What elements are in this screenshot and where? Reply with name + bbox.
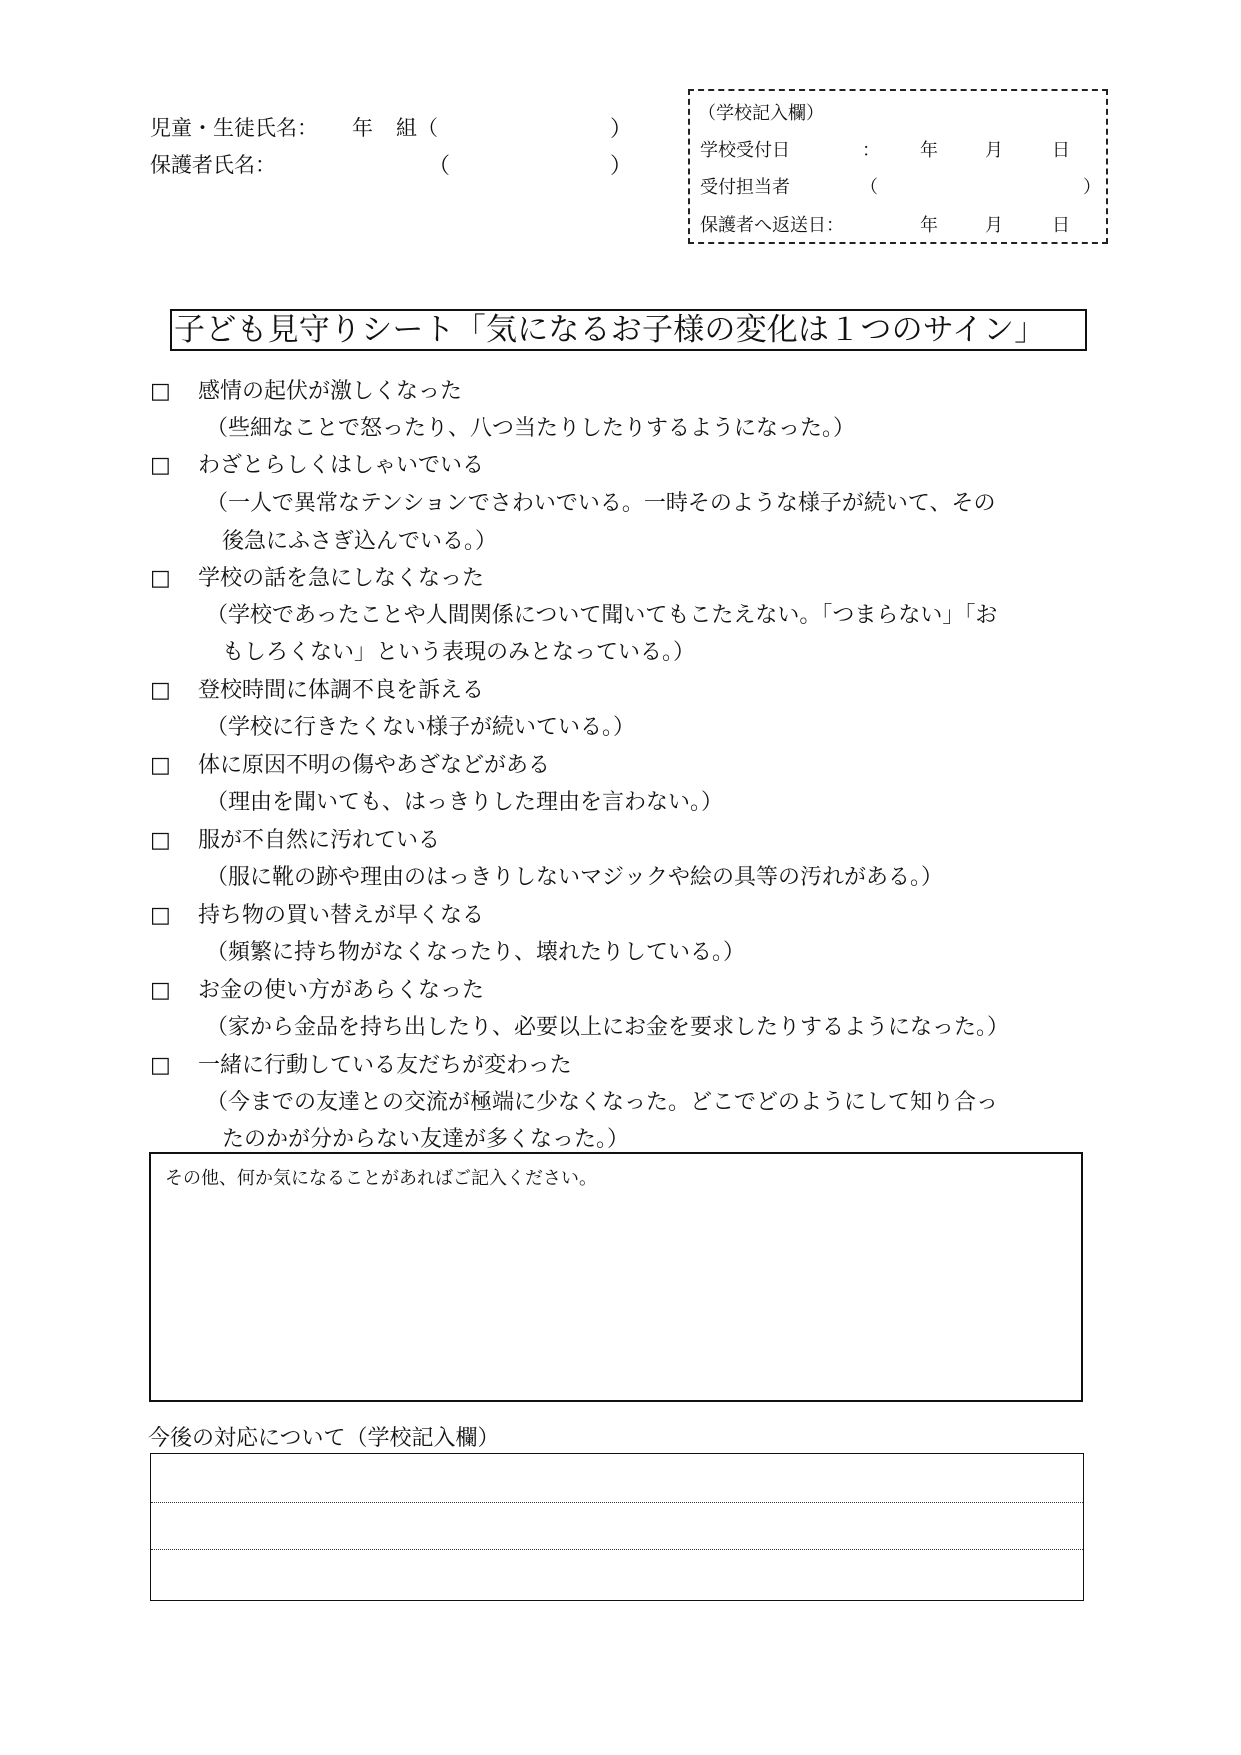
return-month: 月 (985, 215, 1003, 236)
check-item[interactable] (150, 973, 484, 1004)
return-date-label: 保護者へ返送日： (700, 215, 844, 236)
guardian-open-paren: （ (428, 154, 451, 179)
check-item-detail: （服に靴の跡や理由のはっきりしないマジックや絵の具等の汚れがある。） (206, 865, 944, 890)
checkbox[interactable]: □ (150, 828, 171, 853)
check-item-detail: たのかが分からない友達が多くなった。） (222, 1127, 630, 1152)
checkbox[interactable]: □ (150, 1053, 171, 1078)
followup-box[interactable] (150, 1453, 1084, 1601)
followup-heading: 今後の対応について（学校記入欄） (148, 1426, 500, 1451)
check-item-label: 持ち物の買い替えが早くなる (198, 903, 485, 928)
class-label: 組（ (396, 116, 438, 140)
received-year: 年 (920, 140, 938, 161)
check-item-label: 感情の起伏が激しくなった (198, 379, 463, 404)
student-close-paren: ） (610, 117, 633, 142)
checkbox[interactable]: □ (150, 978, 171, 1003)
sheet-title: 子ども見守りシート「気になるお子様の変化は１つのサイン」 (170, 309, 1087, 351)
student-name-label: 児童・生徒氏名： (150, 116, 318, 140)
check-item-detail: （学校に行きたくない様子が続いている。） (206, 715, 636, 740)
check-item-label: お金の使い方があらくなった (198, 978, 485, 1003)
checkbox[interactable]: □ (150, 379, 171, 404)
other-concerns-label: その他、何か気になることがあればご記入ください。 (165, 1168, 597, 1189)
check-item-label: 体に原因不明の傷やあざなどがある (198, 753, 551, 778)
guardian-name-label: 保護者氏名： (150, 153, 276, 177)
check-item-detail: （些細なことで怒ったり、八つ当たりしたりするようになった。） (206, 416, 856, 441)
check-item[interactable] (150, 374, 462, 405)
check-item-detail: （理由を聞いても、はっきりした理由を言わない。） (206, 790, 724, 815)
check-item-detail: （学校であったことや人間関係について聞いてもこたえない。「つまらない」「お (206, 603, 998, 628)
check-item[interactable] (150, 561, 484, 592)
return-day: 日 (1052, 215, 1070, 236)
received-month: 月 (985, 140, 1003, 161)
other-concerns-box[interactable] (149, 1152, 1083, 1402)
received-date-label: 学校受付日 (700, 140, 790, 161)
check-item-label: わざとらしくはしゃいでいる (198, 453, 485, 478)
followup-rule (151, 1502, 1083, 1503)
return-year: 年 (920, 215, 938, 236)
check-item-detail: もしろくない」という表現のみとなっている。） (222, 640, 696, 665)
school-use-box (688, 89, 1108, 244)
staff-close-paren: ） (1083, 177, 1101, 198)
school-box-title: （学校記入欄） (698, 103, 824, 124)
followup-rule (151, 1549, 1083, 1550)
check-item-detail: （頻繁に持ち物がなくなったり、壊れたりしている。） (206, 940, 746, 965)
check-item-detail: （一人で異常なテンションでさわいでいる。一時そのような様子が続いて、その (206, 491, 996, 516)
check-item[interactable] (150, 448, 484, 479)
check-item[interactable] (150, 1048, 572, 1079)
check-item[interactable] (150, 823, 440, 854)
staff-open-paren: （ (860, 177, 878, 198)
grade-year-label: 年 (352, 116, 373, 140)
check-item-label: 登校時間に体調不良を訴える (198, 678, 485, 703)
check-item-label: 一緒に行動している友だちが変わった (198, 1053, 572, 1078)
check-item-detail: 後急にふさぎ込んでいる。） (222, 529, 498, 554)
guardian-close-paren: ） (610, 154, 633, 179)
check-item-detail: （今までの友達との交流が極端に少なくなった。どこでどのようにして知り合っ (206, 1090, 999, 1115)
check-item[interactable] (150, 898, 484, 929)
staff-label: 受付担当者 (700, 177, 790, 198)
received-day: 日 (1052, 140, 1070, 161)
checkbox[interactable]: □ (150, 678, 171, 703)
check-item[interactable] (150, 673, 484, 704)
check-item[interactable] (150, 748, 550, 779)
checkbox[interactable]: □ (150, 453, 171, 478)
check-item-label: 学校の話を急にしなくなった (198, 566, 485, 591)
check-item-detail: （家から金品を持ち出したり、必要以上にお金を要求したりするようになった。） (206, 1015, 1010, 1040)
received-colon: ： (862, 140, 880, 161)
checkbox[interactable]: □ (150, 903, 171, 928)
checkbox[interactable]: □ (150, 566, 171, 591)
check-item-label: 服が不自然に汚れている (198, 828, 441, 853)
checkbox[interactable]: □ (150, 753, 171, 778)
